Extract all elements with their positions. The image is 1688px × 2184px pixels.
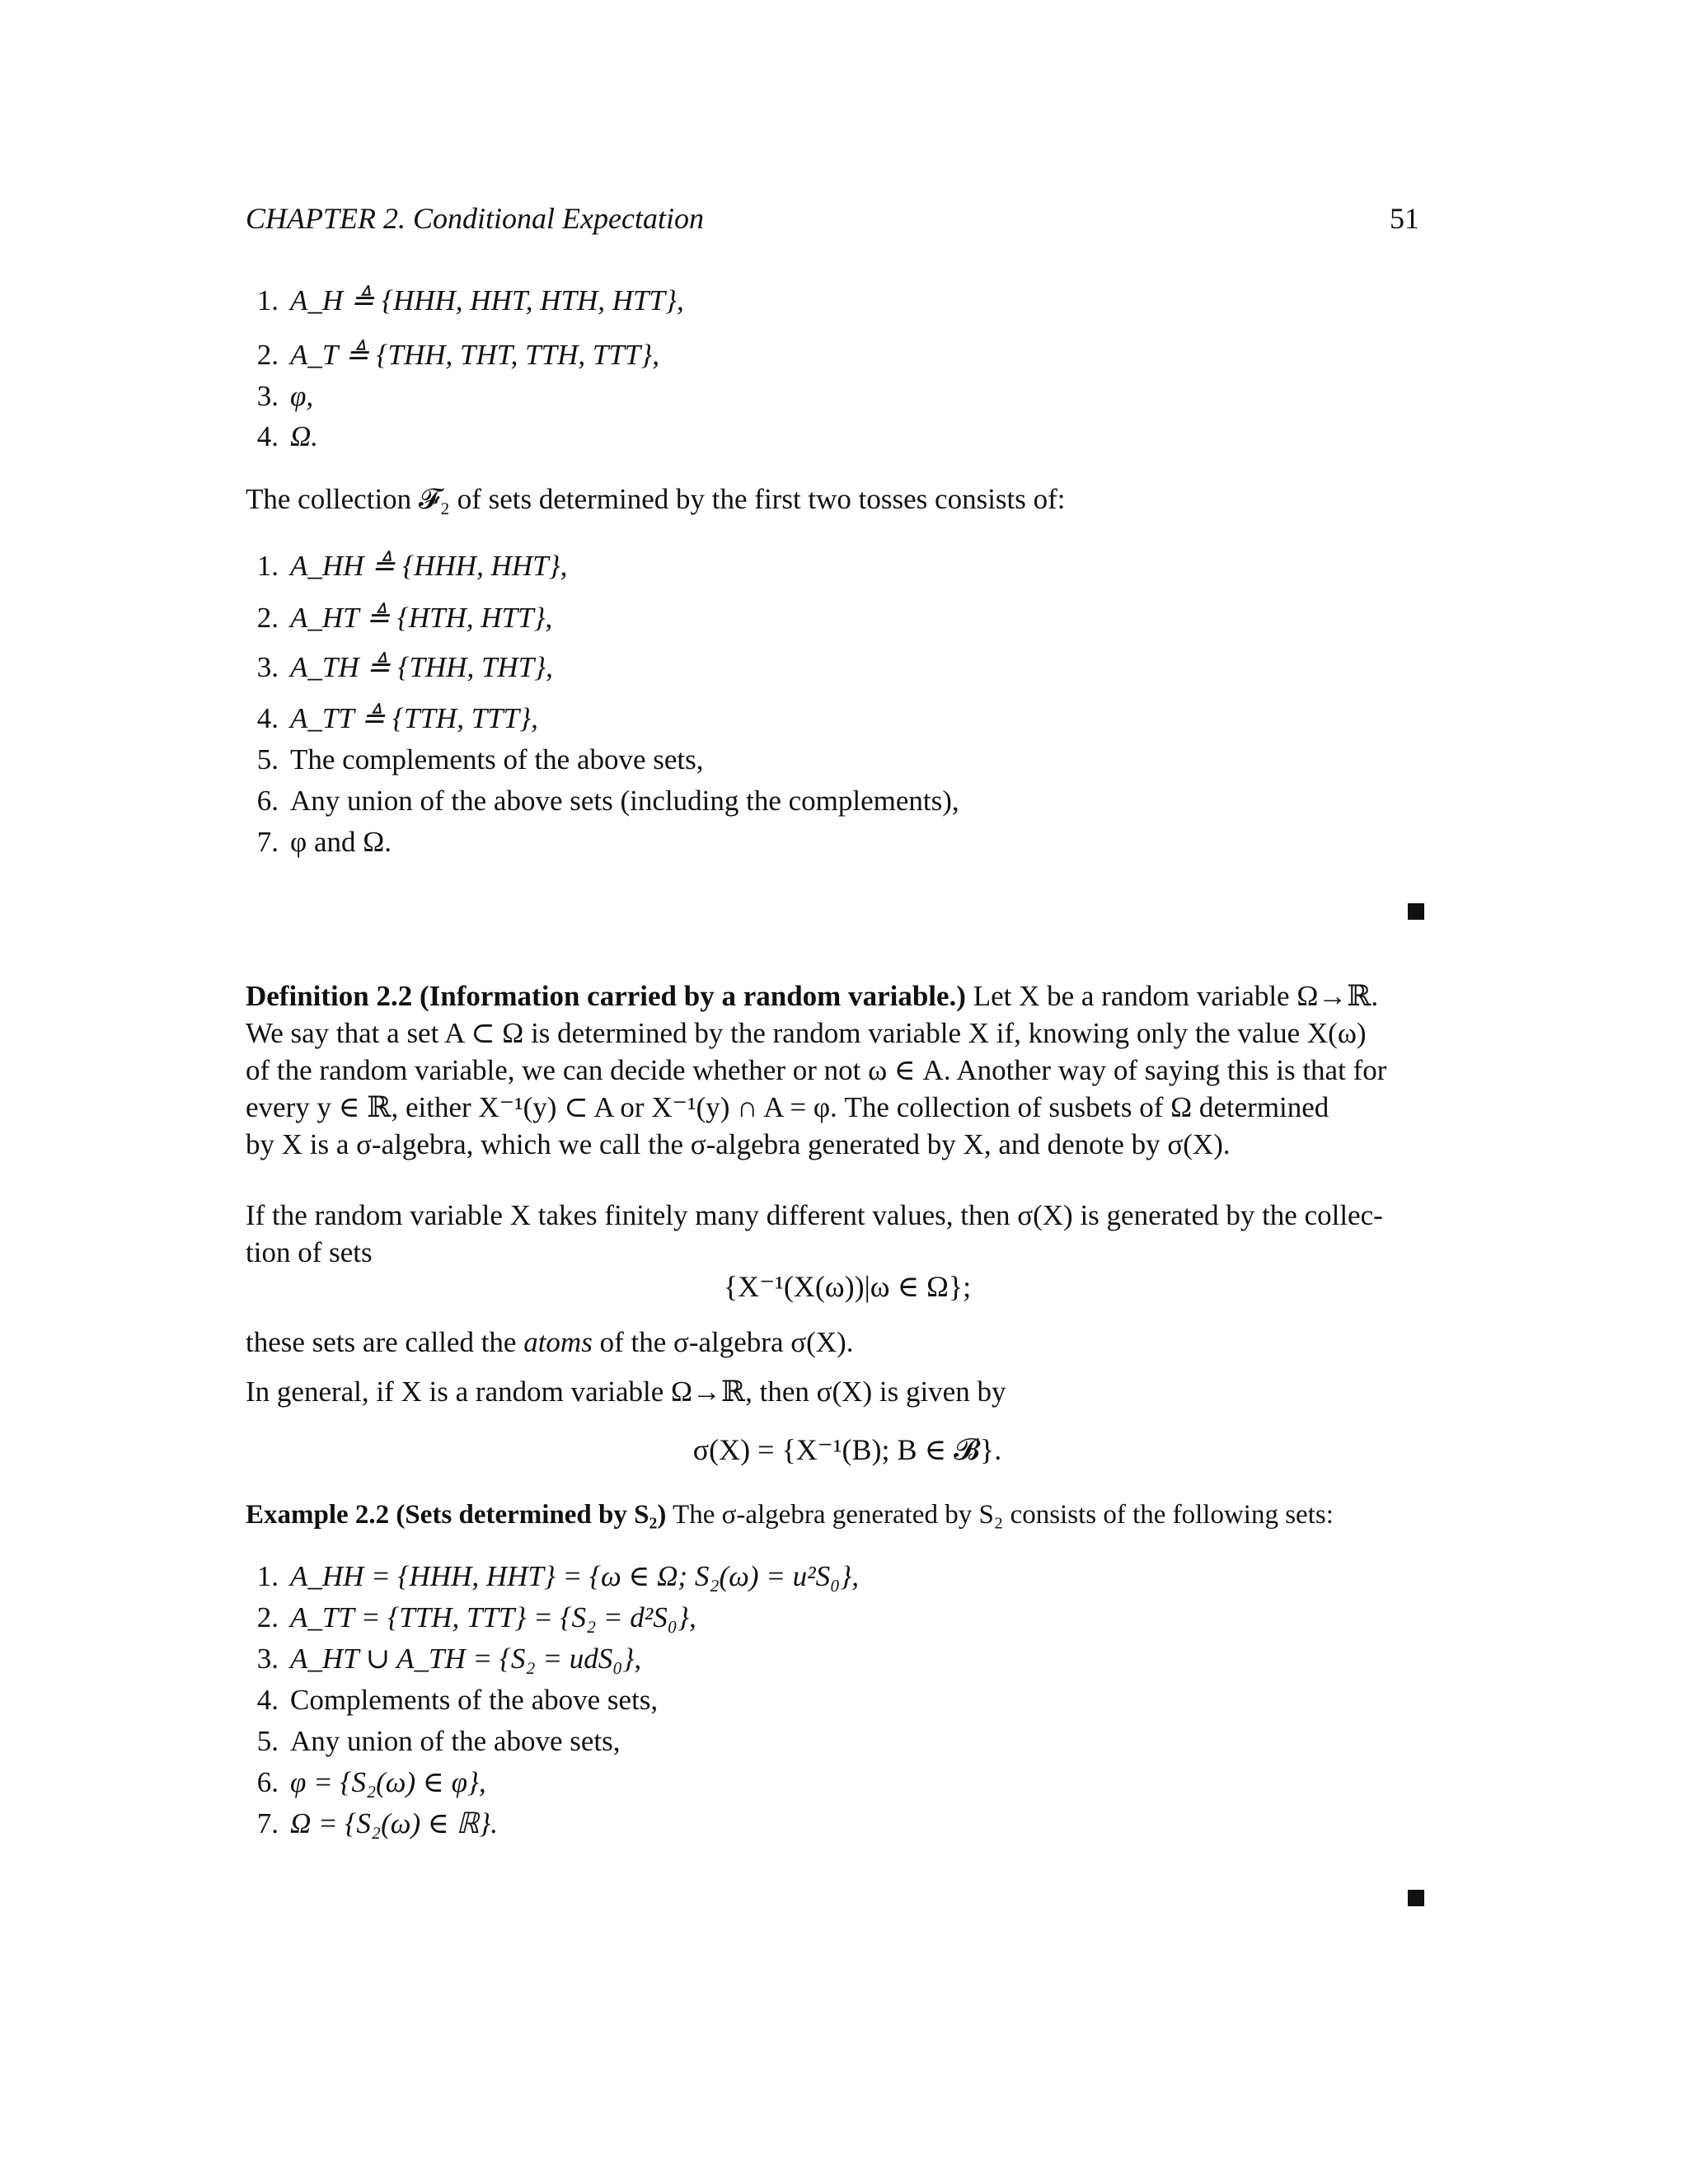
definition-line: every y ∈ ℝ, either X⁻¹(y) ⊂ A or X⁻¹(y) ∩ A = φ. The collection of susbets of Ω determined [246,1091,1329,1123]
list-item: 4. Complements of the above sets, [256,1684,659,1716]
example-heading: Example 2.2 (Sets determined by S₂) The σ-algebra generated by S₂ consists of the following sets: [246,1500,1334,1530]
list-item: 3. A_TH ≜ {THH, THT}, [256,651,553,683]
display-equation: σ(X) = {X⁻¹(B); B ∈ 𝓑}. [692,1433,1002,1466]
list-item: 6. φ = {S₂(ω) ∈ φ}, [256,1766,486,1798]
list-item: 3. A_HT ∪ A_TH = {S₂ = udS₀}, [256,1643,642,1675]
list-item: 2. A_T ≜ {THH, THT, TTH, TTT}, [256,339,660,371]
list-item: 1. A_HH ≜ {HHH, HHT}, [256,550,568,582]
list-item: 4. Ω. [256,420,319,452]
list-item: 5. The complements of the above sets, [256,743,704,776]
paragraph-line: In general, if X is a random variable Ω→ℝ, then σ(X) is given by [246,1376,1006,1408]
f2-intro: The collection 𝓕₂ of sets determined by the first two tosses consists of: [246,483,1066,515]
end-of-proof-mark [1408,903,1424,920]
list-item: 2. A_TT = {TTH, TTT} = {S₂ = d²S₀}, [256,1601,696,1633]
definition-line: of the random variable, we can decide whether or not ω ∈ A. Another way of saying this is that for [246,1054,1387,1086]
list-item: 3. φ, [256,380,314,412]
list-item: 7. Ω = {S₂(ω) ∈ ℝ}. [256,1807,498,1840]
paragraph-line: these sets are called the atoms of the σ-algebra σ(X). [246,1326,854,1358]
list-item: 7. φ and Ω. [256,826,392,858]
definition-line: We say that a set A ⊂ Ω is determined by the random variable X if, knowing only the value X(ω) [246,1017,1367,1049]
list-item: 6. Any union of the above sets (including the complements), [256,785,959,817]
list-item: 2. A_HT ≜ {HTH, HTT}, [256,602,553,634]
list-item: 4. A_TT ≜ {TTH, TTT}, [256,702,538,734]
definition-line: by X is a σ-algebra, which we call the σ-algebra generated by X, and denote by σ(X). [246,1128,1231,1160]
paragraph-line: tion of sets [246,1236,373,1268]
display-equation: {X⁻¹(X(ω))|ω ∈ Ω}; [723,1270,972,1303]
end-of-example-mark [1408,1890,1424,1906]
paragraph-line: If the random variable X takes finitely many different values, then σ(X) is generated by the collec- [246,1199,1383,1231]
definition-line: Definition 2.2 (Information carried by a random variable.) Let X be a random variable Ω→ℝ. [246,980,1379,1012]
page-number: 51 [1390,202,1419,235]
list-item: 1. A_H ≜ {HHH, HHT, HTH, HTT}, [256,284,684,316]
definition-title: Definition 2.2 (Information carried by a random variable.) [246,980,966,1012]
list-item: 5. Any union of the above sets, [256,1725,621,1757]
list-item: 1. A_HH = {HHH, HHT} = {ω ∈ Ω; S₂(ω) = u²S₀}, [256,1560,860,1592]
chapter-header: CHAPTER 2. Conditional Expectation [246,202,704,235]
